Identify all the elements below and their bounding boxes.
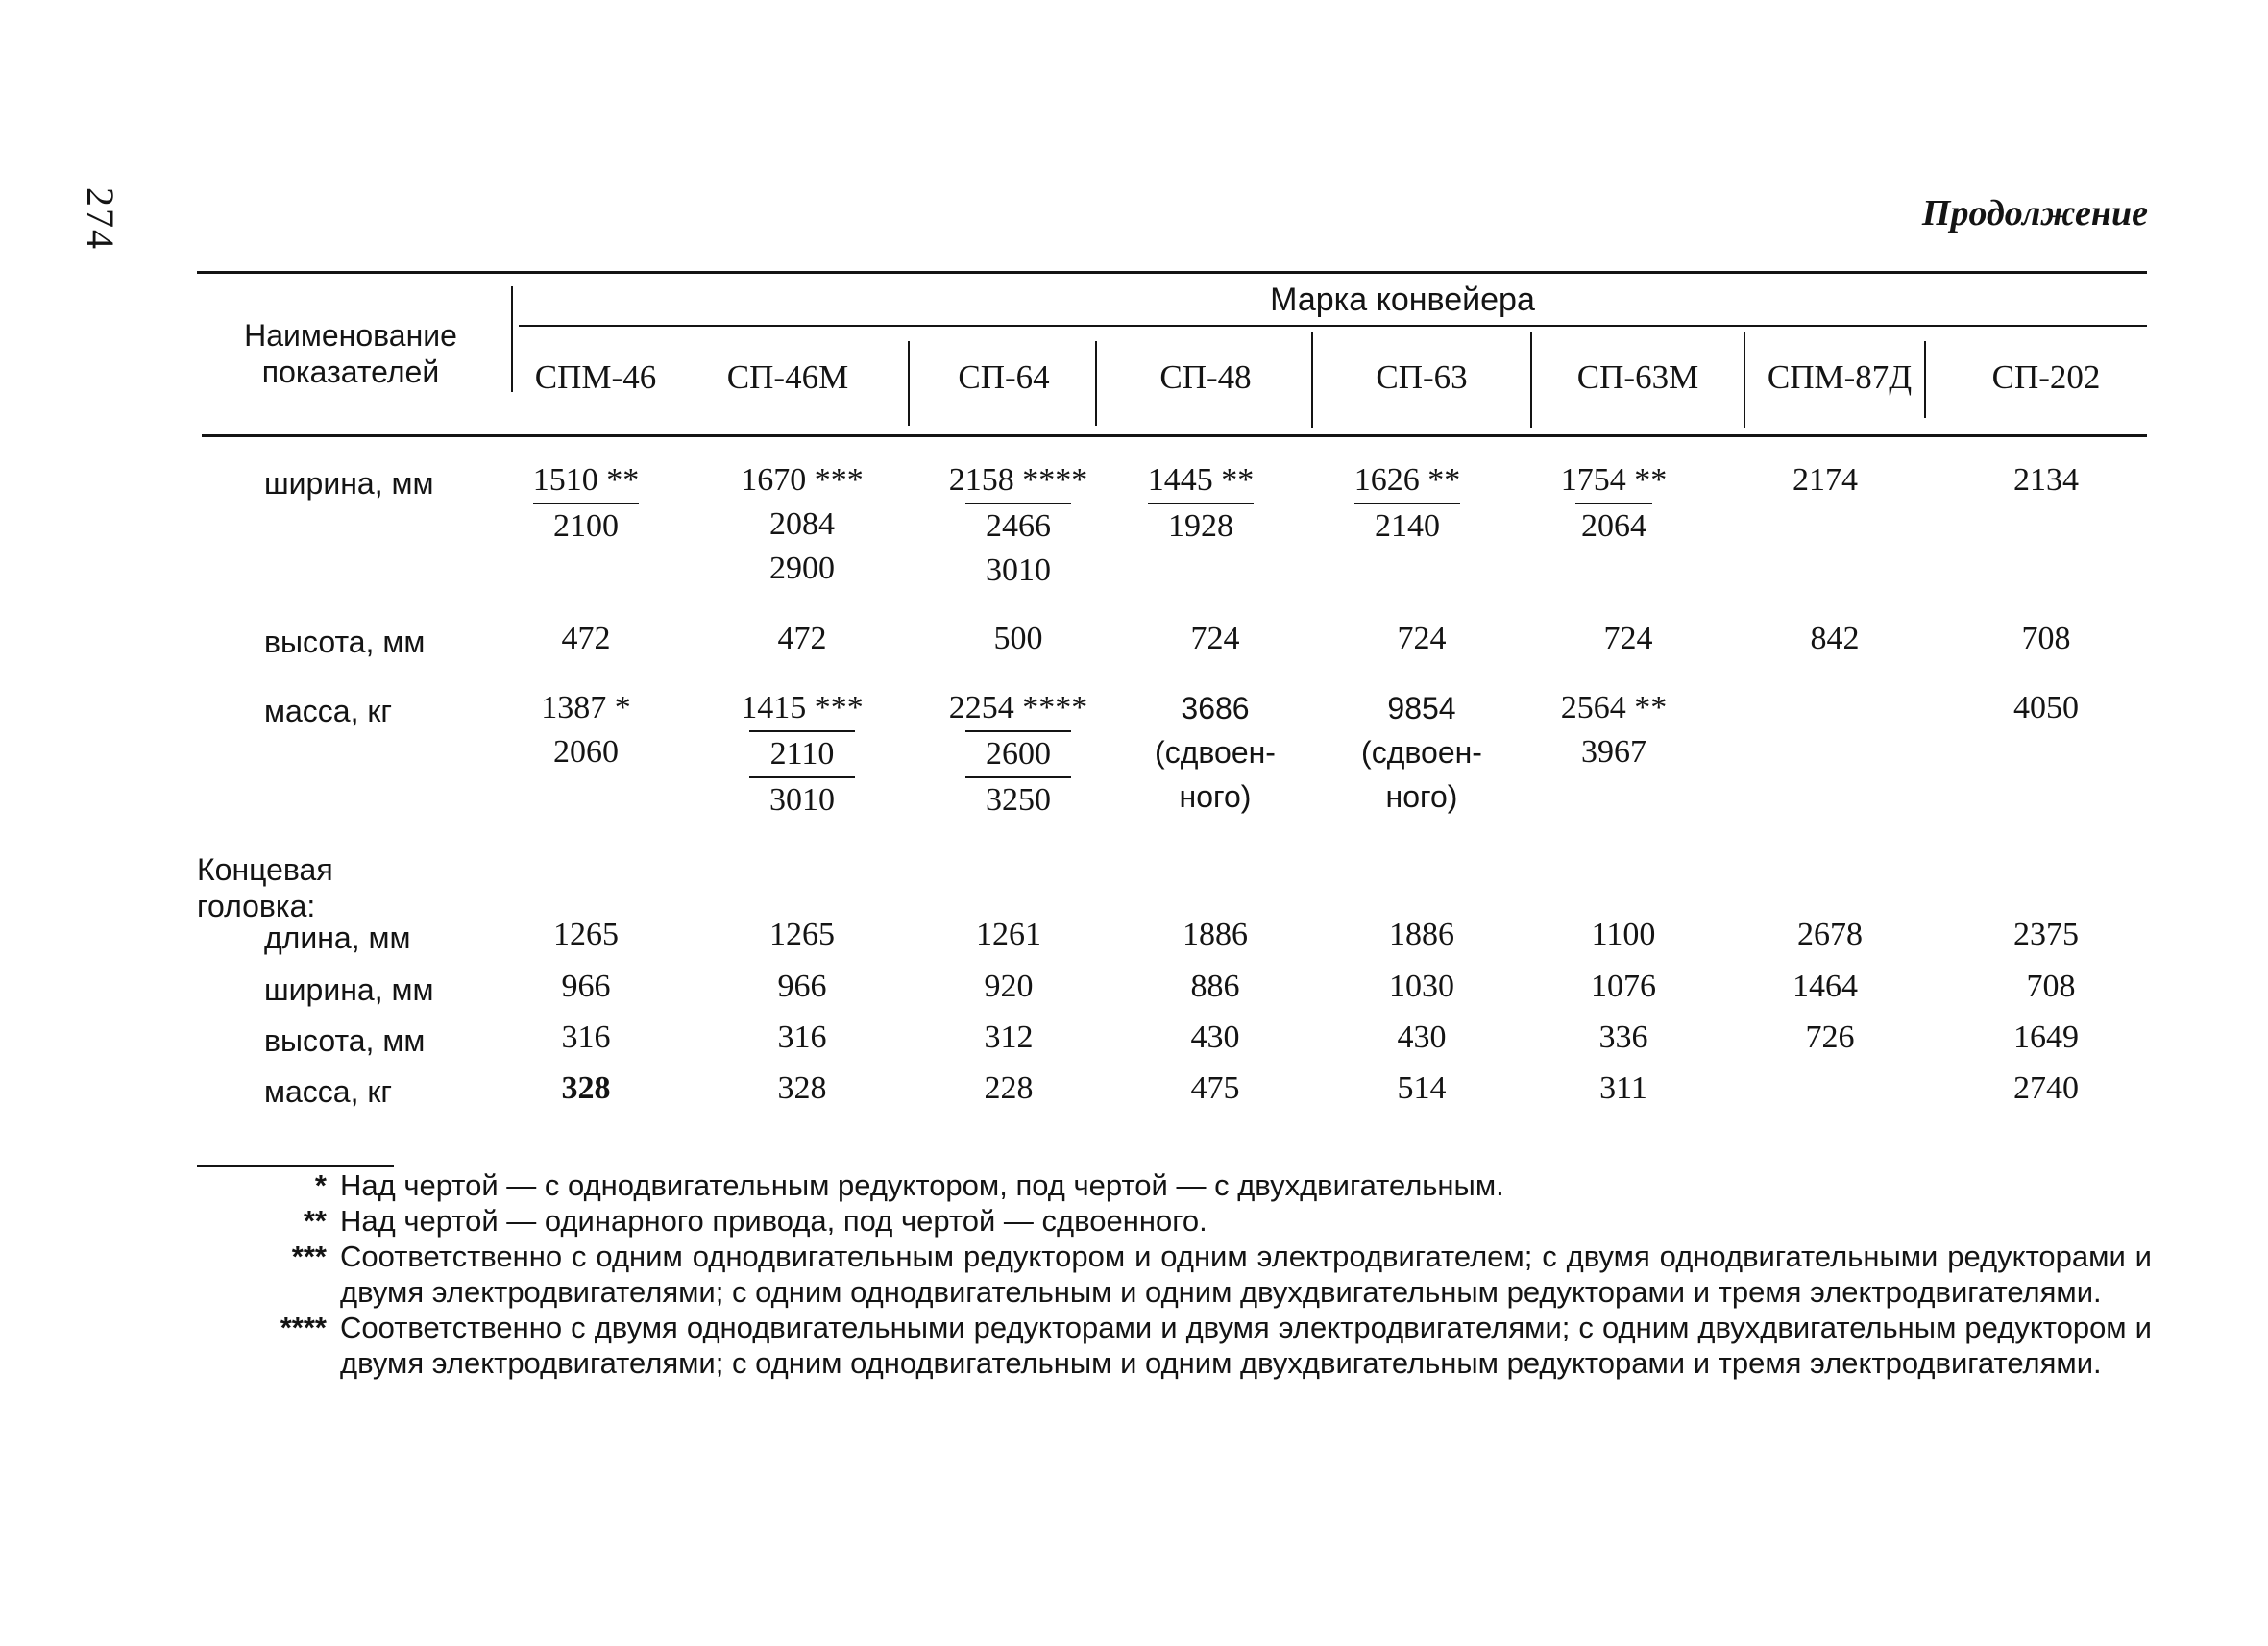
table-top-rule bbox=[197, 271, 2147, 274]
column-header: СП-46М bbox=[726, 358, 849, 396]
footnote-mark: * bbox=[314, 1168, 327, 1202]
section-label: Концевая головка: bbox=[197, 852, 333, 923]
table-cell: 2254 **** 2600 3250 bbox=[922, 686, 1114, 823]
table-cell: 1754 ** 2064 bbox=[1518, 458, 1710, 549]
footnote-text: Над чертой — одинарного привода, под чертой — сдвоенного. bbox=[340, 1204, 1207, 1238]
column-header: СПМ-87Д bbox=[1767, 358, 1913, 396]
row-label: высота, мм bbox=[264, 625, 426, 659]
table-cell: 2375 bbox=[2013, 917, 2079, 952]
table-cell: 336 bbox=[1598, 1020, 1648, 1055]
table-cell: 2564 ** 3967 bbox=[1560, 690, 1668, 770]
table-cell: 3686 (сдвоен- ного) bbox=[1155, 691, 1276, 814]
table-cell: 430 bbox=[1397, 1020, 1447, 1055]
table-cell: 1510 ** 2100 bbox=[490, 458, 682, 549]
table-cell: 1415 *** 2110 3010 bbox=[706, 686, 898, 823]
table-cell: 1100 bbox=[1591, 917, 1656, 952]
table-cell: 724 bbox=[1190, 621, 1240, 656]
table-cell: 1886 bbox=[1389, 917, 1454, 952]
column-header: СП-63 bbox=[1376, 358, 1468, 396]
table-cell: 726 bbox=[1805, 1020, 1855, 1055]
table-cell: 1445 ** 1928 bbox=[1105, 458, 1297, 549]
footnotes bbox=[211, 1167, 2152, 1381]
footnote-text: Над чертой — с однодвигательным редуктором, под чертой — с двухдвигательным. bbox=[340, 1168, 1504, 1202]
footnote-mark: *** bbox=[291, 1240, 327, 1273]
column-header: СП-64 bbox=[958, 358, 1050, 396]
table-cell: 1670 *** 2084 2900 bbox=[741, 462, 864, 586]
group-title: Марка конвейера bbox=[1270, 282, 1535, 318]
footnote-text: Соответственно с двумя однодвигательными редукторами и двумя электродвигателями; с одним двухдвигательным редуктором и двумя электродвигателями; с одним однодвигательным и одним двухдвигательным редукторами и тремя электродвигателями. bbox=[340, 1311, 2152, 1380]
table-cell: 312 bbox=[984, 1020, 1034, 1055]
column-header: СПМ-46 bbox=[534, 358, 657, 396]
table-cell: 708 bbox=[2021, 621, 2071, 656]
table-cell: 724 bbox=[1603, 621, 1653, 656]
table-cell: 316 bbox=[561, 1020, 611, 1055]
table-cell: 514 bbox=[1397, 1070, 1447, 1106]
table-cell: 4050 bbox=[2013, 690, 2079, 725]
table-cell: 1076 bbox=[1591, 969, 1656, 1004]
table-cell: 316 bbox=[777, 1020, 827, 1055]
footnote-mark: **** bbox=[280, 1311, 327, 1344]
table-cell: 1387 * 2060 bbox=[541, 690, 631, 770]
table-cell: 500 bbox=[993, 621, 1043, 656]
footnote bbox=[211, 1310, 2152, 1381]
table-cell: 1265 bbox=[553, 917, 619, 952]
footnote bbox=[211, 1239, 2152, 1310]
row-label: ширина, мм bbox=[264, 972, 434, 1007]
header-divider bbox=[1311, 332, 1313, 428]
table-cell: 1626 ** 2140 bbox=[1311, 458, 1503, 549]
row-label: ширина, мм bbox=[264, 466, 434, 501]
table-cell: 472 bbox=[777, 621, 827, 656]
column-header: СП-202 bbox=[1991, 358, 2101, 396]
table-cell: 2158 **** 2466 3010 bbox=[948, 462, 1088, 588]
table-cell: 920 bbox=[984, 969, 1034, 1004]
table-cell: 2134 bbox=[2013, 462, 2079, 498]
column-header: СП-48 bbox=[1159, 358, 1252, 396]
continuation-label: Продолжение bbox=[1921, 193, 2148, 233]
row-label: масса, кг bbox=[264, 694, 393, 728]
row-label: масса, кг bbox=[264, 1074, 393, 1109]
page-number: 274 bbox=[79, 187, 122, 251]
footnote-text: Соответственно с одним однодвигательным редуктором и одним электродвигателем; с двумя однодвигательными редукторами и двумя электродвигателями; с одним однодвигательным и одним двухдвигательным редукторами и тремя электродвигателями. bbox=[340, 1240, 2152, 1309]
table-cell: 842 bbox=[1810, 621, 1860, 656]
table-cell: 724 bbox=[1397, 621, 1447, 656]
table-cell: 475 bbox=[1190, 1070, 1240, 1106]
table-cell: 1261 bbox=[976, 917, 1041, 952]
table-cell: 1464 bbox=[1792, 969, 1858, 1004]
footnote-mark: ** bbox=[303, 1204, 327, 1238]
header-bottom-rule bbox=[202, 434, 2147, 437]
table-cell: 2678 bbox=[1797, 917, 1863, 952]
table-cell: 9854 (сдвоен- ного) bbox=[1361, 691, 1482, 814]
table-cell: 966 bbox=[561, 969, 611, 1004]
table-cell: 1265 bbox=[769, 917, 835, 952]
table-cell: 2740 bbox=[2013, 1070, 2079, 1106]
table-cell: 472 bbox=[561, 621, 611, 656]
table-cell: 2174 bbox=[1792, 462, 1858, 498]
table-cell: 966 bbox=[777, 969, 827, 1004]
group-title-underline bbox=[519, 325, 2147, 327]
table-cell: 328 bbox=[561, 1070, 611, 1106]
table-cell: 430 bbox=[1190, 1020, 1240, 1055]
column-header: СП-63М bbox=[1576, 358, 1699, 396]
table-cell: 1886 bbox=[1183, 917, 1248, 952]
head-label: Наименование показателей bbox=[244, 318, 457, 389]
footnote-rule bbox=[197, 1165, 394, 1167]
table-cell: 1649 bbox=[2013, 1020, 2079, 1055]
row-label: высота, мм bbox=[264, 1023, 426, 1058]
table-cell: 708 bbox=[2026, 969, 2076, 1004]
table-cell: 311 bbox=[1599, 1070, 1647, 1106]
footnote bbox=[211, 1167, 2152, 1203]
table-cell: 228 bbox=[984, 1070, 1034, 1106]
footnote bbox=[211, 1203, 2152, 1239]
table-cell: 886 bbox=[1190, 969, 1240, 1004]
table-cell: 328 bbox=[777, 1070, 827, 1106]
row-label: длина, мм bbox=[264, 921, 411, 955]
table-cell: 1030 bbox=[1389, 969, 1454, 1004]
